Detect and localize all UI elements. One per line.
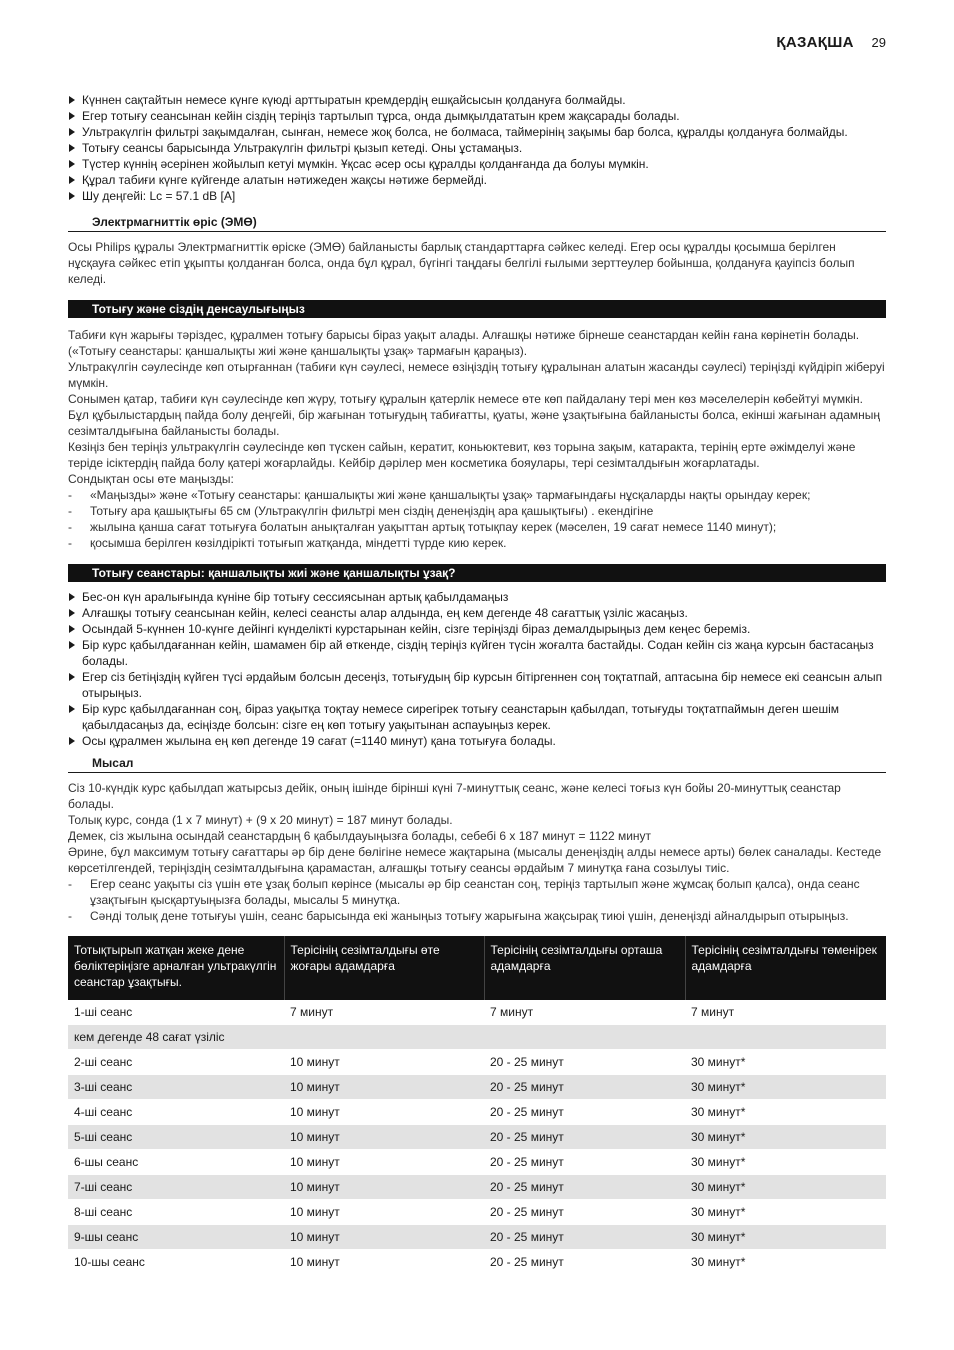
table-cell: 8-ші сеанс: [68, 1200, 284, 1225]
table-cell: 7 минут: [484, 1000, 685, 1025]
table-cell: 7 минут: [685, 1000, 886, 1025]
table-cell: 20 - 25 минут: [484, 1050, 685, 1075]
sessions-heading: Тотығу сеанстары: қаншалықты жиі және қаншалықты ұзақ?: [68, 564, 886, 582]
list-item: - жылына қанша сағат тотығуға болатын анықталған уақыттан артық тотықпау керек (мәселен, 19 сағат немесе 1140 минут);: [68, 519, 886, 535]
table-cell: 20 - 25 минут: [484, 1100, 685, 1125]
list-item: - қосымша берілген көзілдірікті тотығып жатқанда, міндетті түрде кию керек.: [68, 535, 886, 551]
table-row: [68, 1000, 886, 1025]
list-item: Құрал табиғи күнге күйгенде алатын нәтижеден жақсы нәтиже бермейді.: [68, 172, 886, 188]
emf-text: Осы Philips құралы Электрмагниттік өріске (ЭМӨ) байланысты барлық стандарттарға сәйкес келеді. Егер осы құралды қосымша берілген нұсқауға сәйкес етіп ұқыпты қолданған болса, онда бұл құрал, бүгінгі таңдағы белгілі ғылыми зерттеулер бойынша, қолдануға қауіпсіз болып келеді.: [68, 240, 855, 286]
table-cell: 30 минут*: [685, 1100, 886, 1125]
list-item: - Сәнді толық дене тотығуы үшін, сеанс барысында екі жаныңыз тотығу жарығына жақсырақ тиюі үшін, денеңізді айналдырып отырыңыз.: [68, 908, 886, 924]
table-cell: 7-ші сеанс: [68, 1175, 284, 1200]
paragraph: Толық курс, сонда (1 x 7 минут) + (9 x 20 минут) = 187 минут болады.: [68, 813, 453, 827]
table-cell: 3-ші сеанс: [68, 1075, 284, 1100]
list-item: Бір курс қабылдағаннан кейін, шамамен бір ай өткенде, сіздің теріңіз күйген түсін жоғалта бастайды. Содан кейін сіз жаңа курсын бастасаңыз болады.: [68, 637, 886, 669]
table-cell: 10 минут: [284, 1225, 484, 1250]
table-cell: 10 минут: [284, 1150, 484, 1175]
list-item: Бір курс қабылдағаннан соң, біраз уақытқа тоқтау немесе сирегірек тотығу сеанстарын қабылдап, тотығуды тоқтатпаймын деген шешім қабылдасаңыз да, есіңізде болсын: сізге ең көп тотығу уақытынан аспауыңыз керек.: [68, 701, 886, 733]
health-dash-list: [68, 487, 886, 551]
table-cell: 10 минут: [284, 1050, 484, 1075]
table-cell: 30 минут*: [685, 1125, 886, 1150]
page-content: [68, 92, 886, 1275]
paragraph: Демек, сіз жылына осындай сеанстардың 6 қабылдауыңызға болады, себебі 6 x 187 минут = 1122 минут: [68, 829, 652, 843]
list-item: Түстер күннің әсерінен жойылып кетуі мүмкін. Ұқсас әсер осы құралды қолданғанда да болуы мүмкін.: [68, 156, 886, 172]
list-item: Осындай 5-күннен 10-күнге дейінгі күнделікті курстарынан кейін, сізге теріңізді біраз демалдырыңыз дем кеңес береміз.: [68, 621, 886, 637]
list-item: - Тотығу ара қашықтығы 65 см (Ультракүлгін фильтрі мен сіздің денеңіздің ара қашықтығы) . екендігіне: [68, 503, 886, 519]
table-header-cell: Терісінің сезімталдығы өте жоғары адамдарға: [284, 936, 484, 1000]
session-schedule-table: [68, 936, 886, 1275]
paragraph: Табиғи күн жарығы тәріздес, құралмен тотығу барысы біраз уақыт алады. Алғашқы нәтиже бірнеше сеанстардан кейін ғана көрінетін болады. («Тотығу сеанстары: қаншалықты жиі және қаншалықты ұзақ» тармағын қараңыз).: [68, 328, 860, 358]
table-cell: 2-ші сеанс: [68, 1050, 284, 1075]
table-cell: 10 минут: [284, 1200, 484, 1225]
list-item: Егер сіз бетіңіздің күйген түсі әрдайым болсын десеңіз, тотығудың бір курсын бітіргеннен соң тоқтатпай, аптасына бір немесе екі сеансын алып отырыңыз.: [68, 669, 886, 701]
list-item: Ультракүлгін фильтрі зақымдалған, сынған, немесе жоқ болса, не болмаса, таймерінің зақымы бар болса, құралды қолдануға болмайды.: [68, 124, 886, 140]
table-row: [68, 1225, 886, 1250]
health-section: [68, 327, 886, 551]
table-cell: 30 минут*: [685, 1050, 886, 1075]
table-cell: 5-ші сеанс: [68, 1125, 284, 1150]
table-cell: 20 - 25 минут: [484, 1150, 685, 1175]
sessions-bullet-list: [68, 589, 886, 749]
table-cell: 10 минут: [284, 1175, 484, 1200]
list-item: - «Маңызды» және «Тотығу сеанстары: қаншалықты жиі және қаншалықты ұзақ» тармағындағы нұсқаларды нақты орындау керек;: [68, 487, 886, 503]
table-cell: 10 минут: [284, 1075, 484, 1100]
health-heading: Тотығу және сіздің денсаулығыңыз: [68, 300, 886, 318]
table-cell: 30 минут*: [685, 1075, 886, 1100]
table-cell: 9-шы сеанс: [68, 1225, 284, 1250]
table-row: [68, 1075, 886, 1100]
table-row: [68, 1200, 886, 1225]
table-row: [68, 1150, 886, 1175]
table-cell: 20 - 25 минут: [484, 1225, 685, 1250]
table-row: [68, 1175, 886, 1200]
list-item: Егер тотығу сеансынан кейін сіздің теріңіз тартылып тұрса, онда дымқылдататын крем жақсарады болады.: [68, 108, 886, 124]
list-item: Алғашқы тотығу сеансынан кейін, келесі сеансты алар алдында, ең кем дегенде 48 сағаттық үзіліс жасаңыз.: [68, 605, 886, 621]
list-item: Тотығу сеансы барысында Ультракүлгін фильтрі қызып кетеді. Оны ұстамаңыз.: [68, 140, 886, 156]
table-cell: 4-ші сеанс: [68, 1100, 284, 1125]
list-item: Осы құралмен жылына ең көп дегенде 19 сағат (=1140 минут) қана тотығуға болады.: [68, 733, 886, 749]
table-header-cell: Терісінің сезімталдығы орташа адамдарға: [484, 936, 685, 1000]
table-cell: 30 минут*: [685, 1175, 886, 1200]
table-cell: 6-шы сеанс: [68, 1150, 284, 1175]
paragraph: Ультракүлгін сәулесінде көп отырғаннан (табиғи күн сәулесі, немесе өзіңіздің тотығу құралынан алатын жасанды сәулесі) теріңізді күйдіріп жіберуі мүмкін.: [68, 360, 885, 390]
table-cell: 30 минут*: [685, 1250, 886, 1275]
table-cell: 10 минут: [284, 1125, 484, 1150]
paragraph: Сіз 10-күндік курс қабылдап жатырсыз дейік, оның ішінде бірінші күні 7-минуттық сеанс, және келесі тоғыз күн бойы 20-минуттық сеанстар болады.: [68, 781, 841, 811]
table-cell: 10 минут: [284, 1250, 484, 1275]
table-header-row: [68, 936, 886, 1000]
example-heading: Мысал: [68, 755, 886, 773]
table-cell: 10 минут: [284, 1100, 484, 1125]
paragraph: Көзіңіз бен теріңіз ультракүлгін сәулесінде көп түскен сайын, кератит, коньюктевит, көз торына зақым, катаракта, терінің ерте әжімделуі және теріде ісіктердің пайда болу қатері жоғарлайды. Кейбір дәрілер мен косметика бояулары, тері сезімталдығын жоғарлатады.: [68, 440, 856, 470]
table-cell: 20 - 25 минут: [484, 1125, 685, 1150]
table-cell: 20 - 25 минут: [484, 1200, 685, 1225]
safety-bullet-list: [68, 92, 886, 204]
table-cell: 7 минут: [284, 1000, 484, 1025]
table-cell: 30 минут*: [685, 1200, 886, 1225]
table-row-pause: [68, 1025, 886, 1050]
table-cell: 10-шы сеанс: [68, 1250, 284, 1275]
language-label: ҚАЗАҚША: [776, 34, 854, 51]
list-item: - Егер сеанс уақыты сіз үшін өте ұзақ болып көрінсе (мысалы әр бір сеанстан соң, теріңіз тартылып және жұмсақ болып қалса), онда сеанс ұзақтығын қысқартуыңызға болады, мысалы 5 минутқа.: [68, 876, 886, 908]
page-header: [776, 34, 886, 51]
table-cell: 20 - 25 минут: [484, 1175, 685, 1200]
table-cell: кем дегенде 48 сағат үзіліс: [68, 1025, 886, 1050]
paragraph: Әрине, бұл максимум тотығу сағаттары әр бір дене бөлігіне немесе жақтарына (мысалы денеңіздің алды немесе арты) бөлек саналады. Кестеде көрсетілгендей, теріңіздің сезімталдығына қарамастан, алғашқы тотығу сеансы әрдайым 7 минутқа ғана созылуы тиіс.: [68, 845, 882, 875]
table-row: [68, 1100, 886, 1125]
table-header-cell: Терісінің сезімталдығы төменірек адамдарға: [685, 936, 886, 1000]
table-cell: 30 минут*: [685, 1150, 886, 1175]
table-row: [68, 1250, 886, 1275]
table-row: [68, 1050, 886, 1075]
example-dash-list: [68, 876, 886, 924]
table-cell: 1-ші сеанс: [68, 1000, 284, 1025]
page-number: 29: [871, 35, 886, 50]
table-cell: 20 - 25 минут: [484, 1075, 685, 1100]
list-item: Шу деңгейі: Lc = 57.1 dB [A]: [68, 188, 886, 204]
table-cell: 20 - 25 минут: [484, 1250, 685, 1275]
paragraph: Сондықтан осы өте маңызды:: [68, 472, 234, 486]
table-header-cell: Тотықтырып жатқан жеке дене бөліктеріңізге арналған ультракүлгін сеанстар ұзақтығы.: [68, 936, 284, 1000]
table-cell: 30 минут*: [685, 1225, 886, 1250]
paragraph: Сонымен қатар, табиғи күн сәулесінде көп жүру, тотығу құралын қатерлік немесе өте көп пайдалану тері мен көз мәселелерін көбейтуі мүмкін. Бұл құбылыстардың пайда болу деңгейі, бір жағынан тотығудың табиғатты, қуаты, және ұзақтығына байланысты болса, екінші жағынан адамның сезімталдығына байланысты болады.: [68, 392, 880, 438]
list-item: Күннен сақтайтын немесе күнге күюді арттыратын кремдердің ешқайсысын қолдануға болмайды.: [68, 92, 886, 108]
table-row: [68, 1125, 886, 1150]
emf-heading: Электрмагниттік өріс (ЭМӨ): [68, 214, 886, 232]
list-item: Бес-он күн аралығында күніне бір тотығу сессиясынан артық қабылдамаңыз: [68, 589, 886, 605]
example-section: [68, 780, 886, 924]
